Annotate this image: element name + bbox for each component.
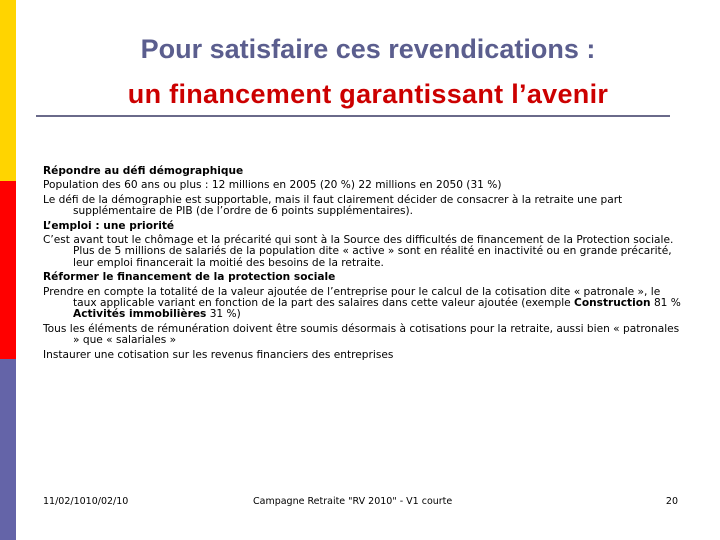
paragraph-financial-income: Instaurer une cotisation sur les revenus financiers des entreprises [43, 348, 394, 361]
slide-title-line1: Pour satisfaire ces revendications : [140, 34, 596, 64]
paragraph-population: Population des 60 ans ou plus : 12 millions en 2005 (20 %) 22 millions en 2050 (31 %) [43, 179, 502, 192]
heading-financing-reform: Réformer le financement de la protection sociale [43, 271, 336, 284]
heading-employment: L’emploi : une priorité [43, 219, 175, 232]
sector-real-estate: Activités immobilières [73, 308, 207, 321]
accent-bar-yellow [0, 0, 16, 181]
paragraph-unemployment: C’est avant tout le chômage et la précarité qui sont à la Source des difficultés de financement de la Protection sociale. Plus de 5 millions de salariés de la population dite « active » sont en réalité en inactivité ou en grande précarité, leur emploi financerait la moitié des besoins de la retraite. [43, 234, 674, 269]
slide-body [43, 166, 683, 364]
paragraph-demographic-challenge: Le défi de la démographie est supportable, mais il faut clairement décider de consacrer à la retraite une part supplémentaire de PIB (de l’ordre de 6 points supplémentaires). [43, 193, 623, 218]
paragraph-remuneration: Tous les éléments de rémunération doivent être soumis désormais à cotisations pour la retraite, aussi bien « patronales » que « salariales » [43, 322, 680, 347]
accent-bar-blue [0, 359, 16, 540]
heading-demographic: Répondre au défi démographique [43, 165, 244, 177]
construction-rate: 81 % [650, 297, 681, 310]
slide-title-line2: un financement garantissant l’avenir [127, 79, 609, 109]
title-divider [36, 115, 670, 117]
footer-campaign: Campagne Retraite "RV 2010" - V1 courte [253, 496, 453, 507]
paragraph-value-added [43, 287, 683, 321]
real-estate-rate: 31 %) [206, 308, 241, 321]
value-added-text: Prendre en compte la totalité de la valeur ajoutée de l’entreprise pour le calcul de la cotisation dite « patronale », le taux applicable variant en fonction de la part des salaires dans cette valeur ajoutée (exemple [43, 285, 661, 310]
page-number: 20 [665, 496, 678, 507]
sector-construction: Construction [574, 297, 651, 310]
footer-date: 11/02/1010/02/10 [43, 496, 129, 507]
accent-bar-red [0, 181, 16, 359]
